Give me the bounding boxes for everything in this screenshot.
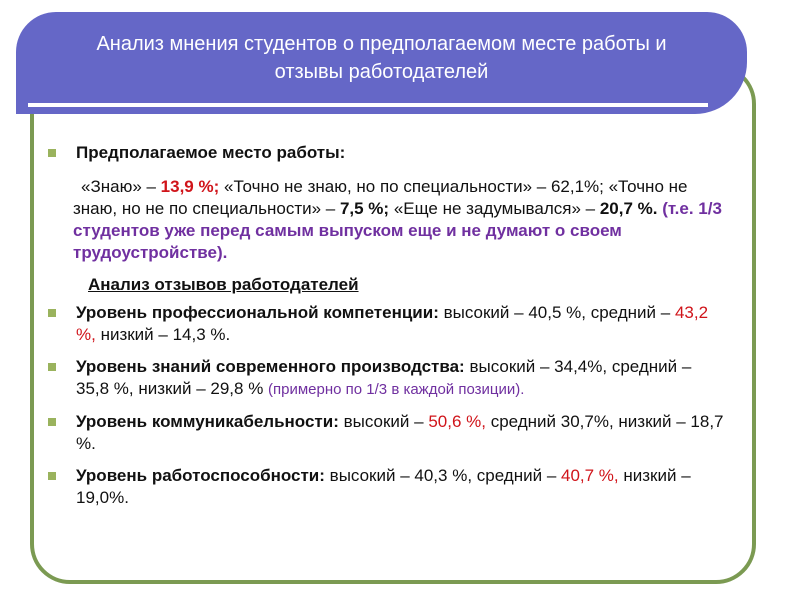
text-segment: высокий – 34,4%, средний – 35,8 %, низкий – 29,8 %	[76, 357, 692, 398]
bullet-item-competence	[48, 302, 728, 346]
bullet-square-icon	[48, 418, 56, 426]
bullet-square-icon	[48, 363, 56, 371]
item-label: Уровень знаний современного производства:	[76, 357, 465, 376]
text-segment: «Еще не задумывался» –	[389, 199, 600, 218]
conclusion-note: (т.е. 1/3 студентов уже перед самым выпуском еще и не думают о своем трудоустройстве).	[73, 199, 722, 262]
item-label: Уровень профессиональной компетенции:	[76, 303, 439, 322]
bullet-item-communication	[48, 411, 728, 455]
text-segment: низкий – 14,3 %.	[95, 325, 231, 344]
item-label: Уровень работоспособности:	[76, 466, 325, 485]
highlight-value: 50,6 %,	[428, 412, 486, 431]
title-line-2: отзывы работодателей	[274, 61, 489, 83]
text-segment: средний 30,7%, низкий – 18,7 %.	[76, 412, 724, 453]
bullet-square-icon	[48, 472, 56, 480]
workplace-heading: Предполагаемое место работы:	[76, 143, 346, 162]
value-not-thought: 20,7 %.	[599, 199, 658, 218]
text-segment: «Точно не знаю, но по специальности» – 62,1%; «Точно не знаю, но не по специальности» –	[73, 177, 688, 218]
text-segment: низкий – 19,0%.	[76, 466, 691, 507]
value-know: 13,9 %;	[160, 177, 220, 196]
title-line-1: Анализ мнения студентов о предполагаемом месте работы и	[96, 33, 667, 55]
bullet-square-icon	[48, 309, 56, 317]
bullet-square-icon	[48, 149, 56, 157]
text-segment: высокий – 40,5 %, средний –	[438, 303, 675, 322]
slide-body	[48, 142, 728, 509]
bullet-item-work-capacity	[48, 465, 728, 509]
text-segment: высокий –	[338, 412, 429, 431]
item-label: Уровень коммуникабельности:	[76, 412, 339, 431]
bullet-item-production-knowledge	[48, 356, 728, 401]
highlight-value: 40,7 %,	[561, 466, 619, 485]
highlight-value: 43,2 %,	[76, 303, 709, 344]
slide-title	[16, 30, 747, 86]
employers-subheading: Анализ отзывов работодателей	[88, 275, 359, 294]
bullet-item-workplace	[48, 142, 728, 164]
title-divider	[28, 103, 708, 107]
item-note: (примерно по 1/3 в каждой позиции).	[268, 381, 525, 398]
value-not-specialty: 7,5 %;	[339, 199, 390, 218]
workplace-paragraph	[48, 176, 728, 264]
text-segment: высокий – 40,3 %, средний –	[324, 466, 561, 485]
text-segment: «Знаю» –	[81, 177, 161, 196]
